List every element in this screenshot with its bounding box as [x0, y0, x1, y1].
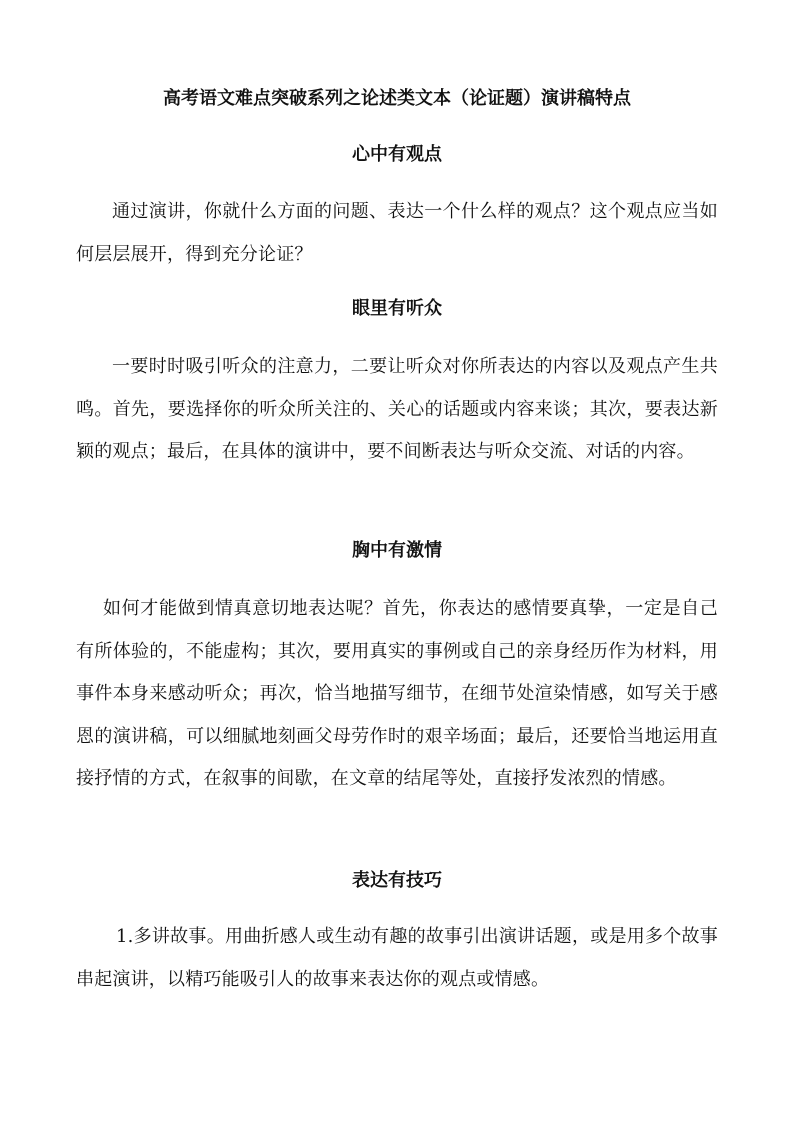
section-paragraph-audience: 一要时时吸引听众的注意力，二要让听众对你所表达的内容以及观点产生共鸣。首先，要选择你的听众所关注的、关心的话题或内容来谈；其次，要表达新颖的观点；最后，在具体的演讲中，要不间断表达与听众交流、对话的内容。 [76, 356, 718, 462]
document-title: 高考语文难点突破系列之论述类文本（论证题）演讲稿特点 [163, 88, 631, 109]
section-heading-passion: 胸中有激情 [352, 540, 442, 561]
section-paragraph-passion: 如何才能做到情真意切地表达呢？首先，你表达的感情要真挚，一定是自己有所体验的，不能虚构；其次，要用真实的事例或自己的亲身经历作为材料，用事件本身来感动听众；再次，恰当地描写细节，在细节处渲染情感，如写关于感恩的演讲稿，可以细腻地刻画父母劳作时的艰辛场面；最后，还要恰当地运用直接抒情的方式，在叙事的间歇，在文章的结尾等处，直接抒发浓烈的情感。 [76, 598, 718, 789]
section-heading-technique: 表达有技巧 [352, 870, 442, 891]
section-heading-viewpoint: 心中有观点 [352, 144, 442, 165]
section-paragraph-viewpoint: 通过演讲，你就什么方面的问题、表达一个什么样的观点？这个观点应当如何层层展开，得到充分论证？ [76, 201, 718, 265]
section-paragraph-technique: 1.多讲故事。用曲折感人或生动有趣的故事引出演讲话题，或是用多个故事串起演讲，以精巧能吸引人的故事来表达你的观点或情感。 [76, 926, 718, 990]
section-heading-audience: 眼里有听众 [352, 298, 442, 319]
